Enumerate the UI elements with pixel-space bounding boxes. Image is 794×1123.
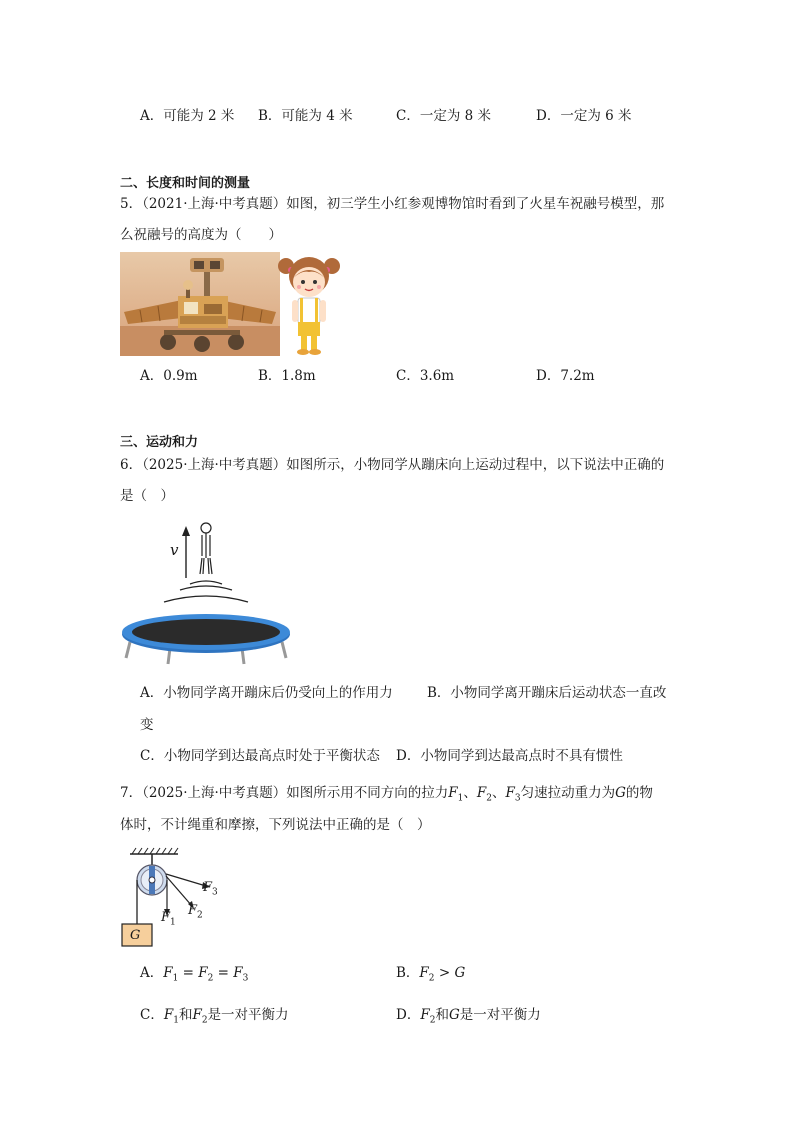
q5-option-d: D．7.2m: [536, 368, 595, 384]
q7-stem-line2: 体时，不计绳重和摩擦，下列说法中正确的是（ ）: [120, 817, 431, 833]
q6-option-c: C．小物同学到达最高点时处于平衡状态: [140, 748, 380, 764]
q6-option-b: B．小物同学离开蹦床后运动状态一直改: [427, 685, 667, 701]
trampoline-diagram: [118, 518, 294, 666]
q5-option-b: B．1.8m: [258, 368, 316, 384]
q7-option-a-f3-sub: 3: [242, 973, 249, 984]
q7-option-a-prefix: A．: [140, 965, 164, 981]
q7-option-d-g: G: [448, 1007, 460, 1023]
q7-option-d-f2: F: [420, 1007, 430, 1023]
q7-option-c-f1-sub: 1: [173, 1015, 179, 1026]
f1-label-letter: F: [161, 910, 171, 925]
q7-option-a-f1: F: [163, 965, 173, 981]
f2-label-letter: F: [188, 903, 198, 918]
q7-option-c-suffix: 是一对平衡力: [207, 1007, 289, 1023]
q7-option-d-and: 和: [435, 1007, 449, 1023]
q6-stem-line2: 是（ ）: [120, 488, 174, 504]
q7-f1-symbol: F: [448, 785, 458, 801]
q4-option-b: B．可能为 4 米: [258, 108, 353, 124]
q7-option-a-f1-sub: 1: [172, 973, 179, 984]
q7-stem-text-a: 7．（2025·上海·中考真题）如图所示用不同方向的拉力: [120, 785, 449, 801]
f1-label-subscript: 1: [170, 917, 176, 928]
q6-option-b-continued: 变: [140, 717, 154, 733]
f3-label: [203, 880, 218, 898]
q7-stem-text-b: 匀速拉动重力为: [520, 785, 616, 801]
weight-label: G: [130, 928, 141, 943]
section-heading-3: 三、运动和力: [120, 435, 199, 450]
q7-separator-1: 、: [463, 785, 477, 801]
f2-label: [188, 903, 203, 921]
q7-option-c-and: 和: [178, 1007, 193, 1023]
q6-option-d: D．小物同学到达最高点时不具有惯性: [396, 748, 623, 764]
f1-label: [161, 910, 176, 928]
mars-rover-image: [120, 252, 280, 356]
q7-separator-2: 、: [492, 785, 506, 801]
f3-label-letter: F: [203, 880, 213, 895]
q5-stem-line2: 么祝融号的高度为（ ）: [120, 227, 282, 243]
q7-option-a-f3: F: [233, 965, 243, 981]
q7-option-a-eq2: =: [213, 965, 234, 981]
q7-option-b-f2: F: [419, 965, 429, 981]
q7-option-a-f2: F: [198, 965, 208, 981]
q4-option-c: C．一定为 8 米: [396, 108, 492, 124]
q7-option-b: [396, 961, 465, 984]
q6-stem-line1: 6．（2025·上海·中考真题）如图所示，小物同学从蹦床向上运动过程中，以下说法中正确的: [120, 457, 665, 473]
q7-option-d: [396, 1003, 541, 1026]
q7-option-b-gt: >: [434, 965, 455, 981]
q7-option-b-g: G: [454, 965, 466, 981]
velocity-label: v: [170, 541, 179, 559]
q7-option-d-f2-sub: 2: [429, 1015, 436, 1026]
q7-option-d-prefix: D．: [396, 1007, 421, 1023]
f3-label-subscript: 3: [212, 887, 218, 898]
q7-option-c-f2: F: [192, 1007, 202, 1023]
q7-option-a: [140, 961, 248, 984]
q7-option-a-f2-sub: 2: [207, 973, 214, 984]
q7-f1-subscript: 1: [457, 793, 464, 804]
q4-option-d: D．一定为 6 米: [536, 108, 632, 124]
section-heading-2: 二、长度和时间的测量: [120, 176, 251, 191]
q7-option-b-f2-sub: 2: [428, 973, 435, 984]
q5-option-c: C．3.6m: [396, 368, 455, 384]
girl-illustration: [276, 252, 342, 356]
q7-option-b-prefix: B．: [396, 965, 420, 981]
q7-option-c-f1: F: [163, 1007, 174, 1023]
q7-f2-subscript: 2: [486, 793, 492, 804]
q6-option-a: A．小物同学离开蹦床后仍受向上的作用力: [140, 685, 393, 701]
q7-option-c: [140, 1003, 289, 1026]
q7-g-symbol: G: [615, 785, 626, 801]
q7-f3-symbol: F: [505, 785, 515, 801]
q7-option-d-suffix: 是一对平衡力: [459, 1007, 541, 1023]
q5-stem-line1: 5．（2021·上海·中考真题）如图，初三学生小红参观博物馆时看到了火星车祝融号模型，那: [120, 196, 665, 212]
q7-f3-subscript: 3: [514, 793, 521, 804]
f2-label-subscript: 2: [197, 910, 203, 921]
q7-stem-text-c: 的物: [625, 785, 653, 801]
q7-option-c-f2-sub: 2: [201, 1015, 208, 1026]
q5-option-a: A．0.9m: [140, 368, 198, 384]
q7-option-c-prefix: C．: [140, 1007, 164, 1023]
q7-f2-symbol: F: [476, 785, 487, 801]
q7-option-a-eq1: =: [178, 965, 199, 981]
q4-option-a: A．可能为 2 米: [140, 108, 235, 124]
